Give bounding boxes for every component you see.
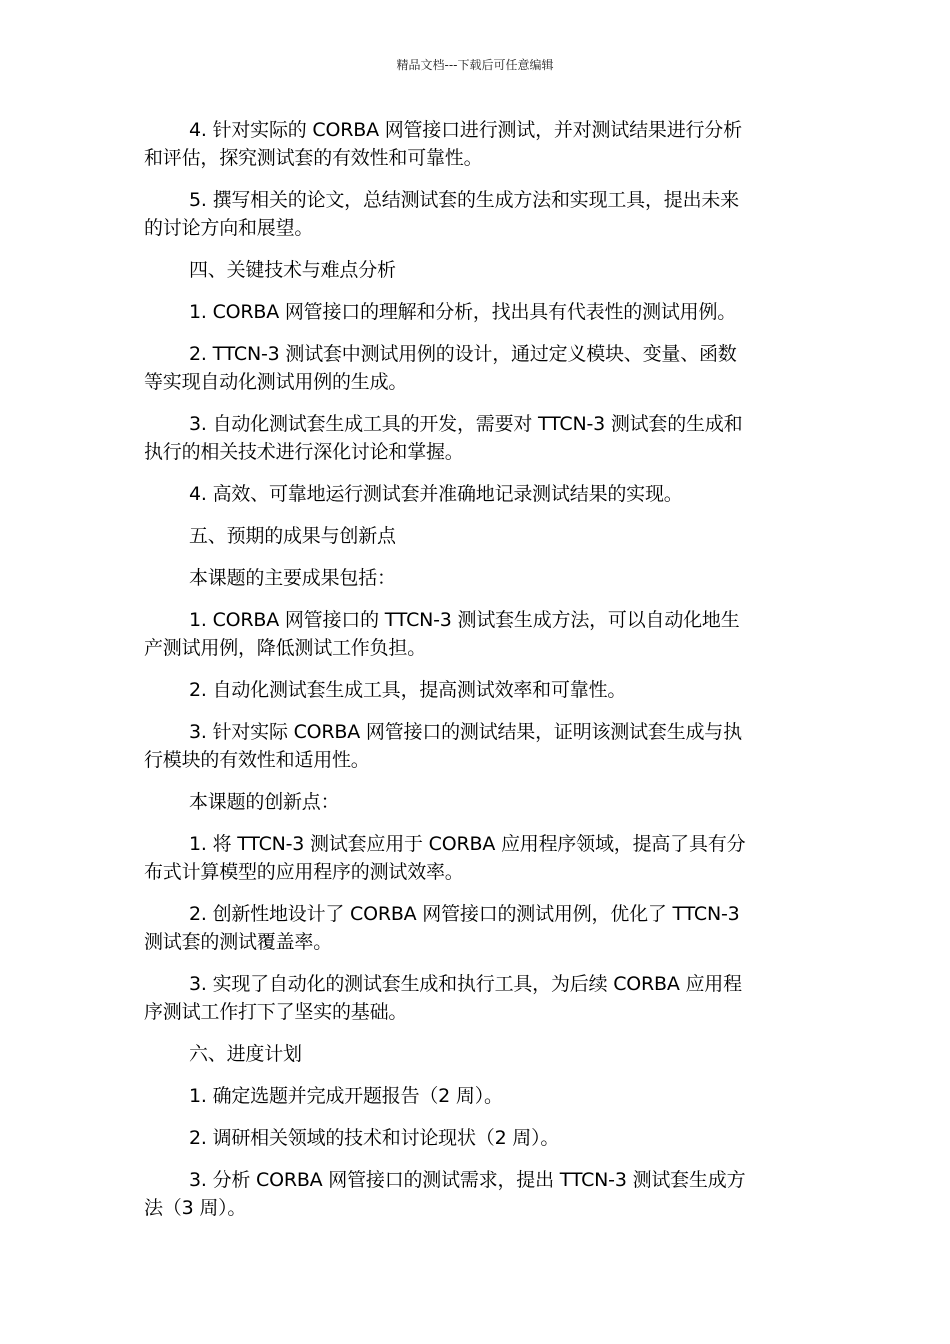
paragraph bbox=[144, 340, 804, 396]
paragraph-line: 3. 针对实际 CORBA 网管接口的测试结果，证明该测试套生成与执 bbox=[189, 721, 742, 743]
section-heading bbox=[144, 256, 804, 284]
paragraph-line: 序测试工作打下了坚实的基础。 bbox=[144, 1001, 408, 1023]
paragraph-line: 2. 自动化测试套生成工具，提高测试效率和可靠性。 bbox=[189, 679, 627, 701]
paragraph-line: 2. 调研相关领域的技术和讨论现状（2 周）。 bbox=[189, 1127, 560, 1149]
paragraph bbox=[144, 186, 804, 242]
paragraph-line: 行模块的有效性和适用性。 bbox=[144, 749, 370, 771]
paragraph-line: 2. TTCN-3 测试套中测试用例的设计，通过定义模块、变量、函数 bbox=[189, 343, 737, 365]
section-heading bbox=[144, 522, 804, 550]
paragraph bbox=[144, 970, 804, 1026]
paragraph-line: 和评估，探究测试套的有效性和可靠性。 bbox=[144, 147, 483, 169]
paragraph-line: 2. 创新性地设计了 CORBA 网管接口的测试用例，优化了 TTCN-3 bbox=[189, 903, 740, 925]
paragraph bbox=[144, 606, 804, 662]
paragraph bbox=[144, 298, 804, 326]
paragraph bbox=[144, 1166, 804, 1222]
paragraph-line: 执行的相关技术进行深化讨论和掌握。 bbox=[144, 441, 464, 463]
paragraph bbox=[144, 788, 804, 816]
paragraph bbox=[144, 1082, 804, 1110]
page-header: 精品文档---下载后可任意编辑 bbox=[396, 58, 554, 72]
paragraph-line: 3. 分析 CORBA 网管接口的测试需求，提出 TTCN-3 测试套生成方 bbox=[189, 1169, 746, 1191]
paragraph bbox=[144, 718, 804, 774]
paragraph-line: 1. CORBA 网管接口的理解和分析，找出具有代表性的测试用例。 bbox=[189, 301, 737, 323]
paragraph-line: 本课题的主要成果包括： bbox=[189, 567, 396, 589]
paragraph bbox=[144, 900, 804, 956]
paragraph bbox=[144, 564, 804, 592]
paragraph-line: 1. CORBA 网管接口的 TTCN-3 测试套生成方法，可以自动化地生 bbox=[189, 609, 740, 631]
paragraph-line: 布式计算模型的应用程序的测试效率。 bbox=[144, 861, 464, 883]
paragraph bbox=[144, 480, 804, 508]
paragraph-line: 4. 高效、可靠地运行测试套并准确地记录测试结果的实现。 bbox=[189, 483, 683, 505]
paragraph bbox=[144, 676, 804, 704]
paragraph-line: 1. 确定选题并完成开题报告（2 周）。 bbox=[189, 1085, 503, 1107]
paragraph-line: 四、关键技术与难点分析 bbox=[189, 259, 396, 281]
paragraph bbox=[144, 410, 804, 466]
paragraph-line: 3. 实现了自动化的测试套生成和执行工具，为后续 CORBA 应用程 bbox=[189, 973, 742, 995]
paragraph-line: 五、预期的成果与创新点 bbox=[189, 525, 396, 547]
paragraph-line: 3. 自动化测试套生成工具的开发，需要对 TTCN-3 测试套的生成和 bbox=[189, 413, 743, 435]
paragraph-line: 5. 撰写相关的论文，总结测试套的生成方法和实现工具，提出未来 bbox=[189, 189, 739, 211]
paragraph bbox=[144, 1124, 804, 1152]
paragraph-line: 4. 针对实际的 CORBA 网管接口进行测试，并对测试结果进行分析 bbox=[189, 119, 742, 141]
paragraph-line: 本课题的创新点： bbox=[189, 791, 340, 813]
paragraph-line: 的讨论方向和展望。 bbox=[144, 217, 314, 239]
paragraph-line: 法（3 周）。 bbox=[144, 1197, 247, 1219]
section-heading bbox=[144, 1040, 804, 1068]
paragraph-line: 1. 将 TTCN-3 测试套应用于 CORBA 应用程序领域，提高了具有分 bbox=[189, 833, 746, 855]
paragraph-line: 六、进度计划 bbox=[189, 1043, 302, 1065]
paragraph-line: 测试套的测试覆盖率。 bbox=[144, 931, 333, 953]
paragraph bbox=[144, 830, 804, 886]
document-body bbox=[144, 116, 804, 1222]
paragraph-line: 等实现自动化测试用例的生成。 bbox=[144, 371, 408, 393]
paragraph bbox=[144, 116, 804, 172]
paragraph-line: 产测试用例，降低测试工作负担。 bbox=[144, 637, 427, 659]
